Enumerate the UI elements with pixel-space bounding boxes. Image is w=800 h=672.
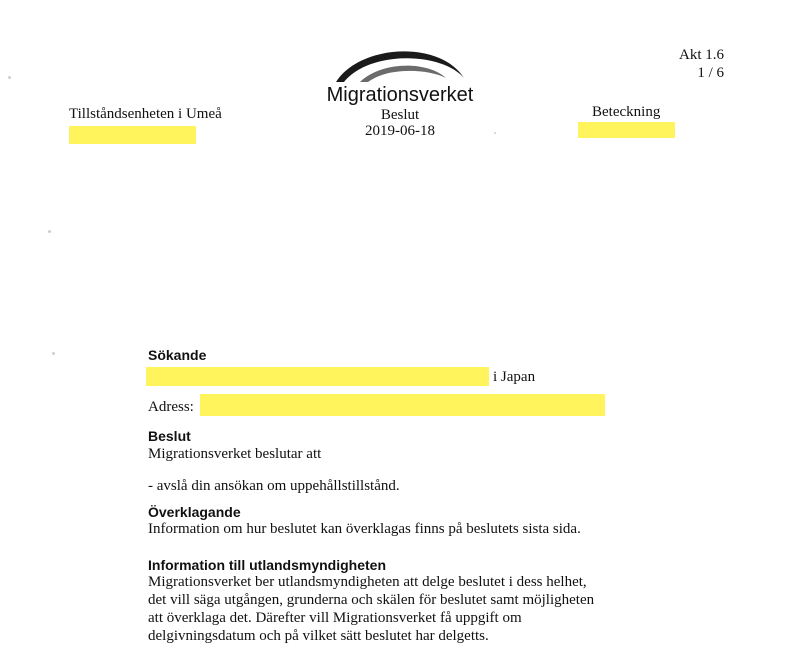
redaction-block — [146, 367, 489, 386]
scan-speck — [52, 352, 55, 355]
akt-reference: Akt 1.6 — [679, 47, 724, 63]
appeal-text: Information om hur beslutet kan överklagas finns på beslutets sista sida. — [148, 521, 581, 537]
decision-intro: Migrationsverket beslutar att — [148, 446, 322, 462]
abroad-info-heading: Information till utlandsmyndigheten — [148, 557, 386, 573]
document-date: 2019-06-18 — [365, 123, 435, 139]
decision-item: - avslå din ansökan om uppehållstillstånd. — [148, 478, 400, 494]
document-type: Beslut — [380, 107, 420, 123]
issuing-unit: Tillståndsenheten i Umeå — [69, 106, 222, 122]
appeal-heading: Överklagande — [148, 504, 241, 520]
redaction-block — [578, 122, 675, 138]
scan-speck — [48, 230, 51, 233]
paragraph-line: det vill säga utgången, grunderna och skälen för beslutet samt möjligheten — [148, 592, 595, 608]
redaction-block — [200, 394, 605, 416]
scan-speck — [494, 132, 496, 134]
scan-speck — [8, 76, 11, 79]
redaction-block — [69, 126, 196, 144]
brand-name: Migrationsverket — [326, 84, 474, 106]
paragraph-line: att överklaga det. Därefter vill Migrationsverket få uppgift om — [148, 610, 522, 626]
page-number: 1 / 6 — [697, 65, 724, 81]
paragraph-line: Migrationsverket ber utlandsmyndigheten att delge beslutet i dess helhet, — [148, 574, 587, 590]
applicant-heading: Sökande — [148, 347, 207, 363]
beteckning-label: Beteckning — [592, 104, 661, 120]
paragraph-line: delgivningsdatum och på vilket sätt beslutet har delgetts. — [148, 628, 489, 644]
decision-heading: Beslut — [148, 428, 191, 444]
applicant-country: i Japan — [493, 369, 536, 385]
migrationsverket-logo-icon — [330, 38, 470, 84]
address-label: Adress: — [148, 399, 194, 415]
abroad-info-paragraph — [148, 573, 668, 645]
